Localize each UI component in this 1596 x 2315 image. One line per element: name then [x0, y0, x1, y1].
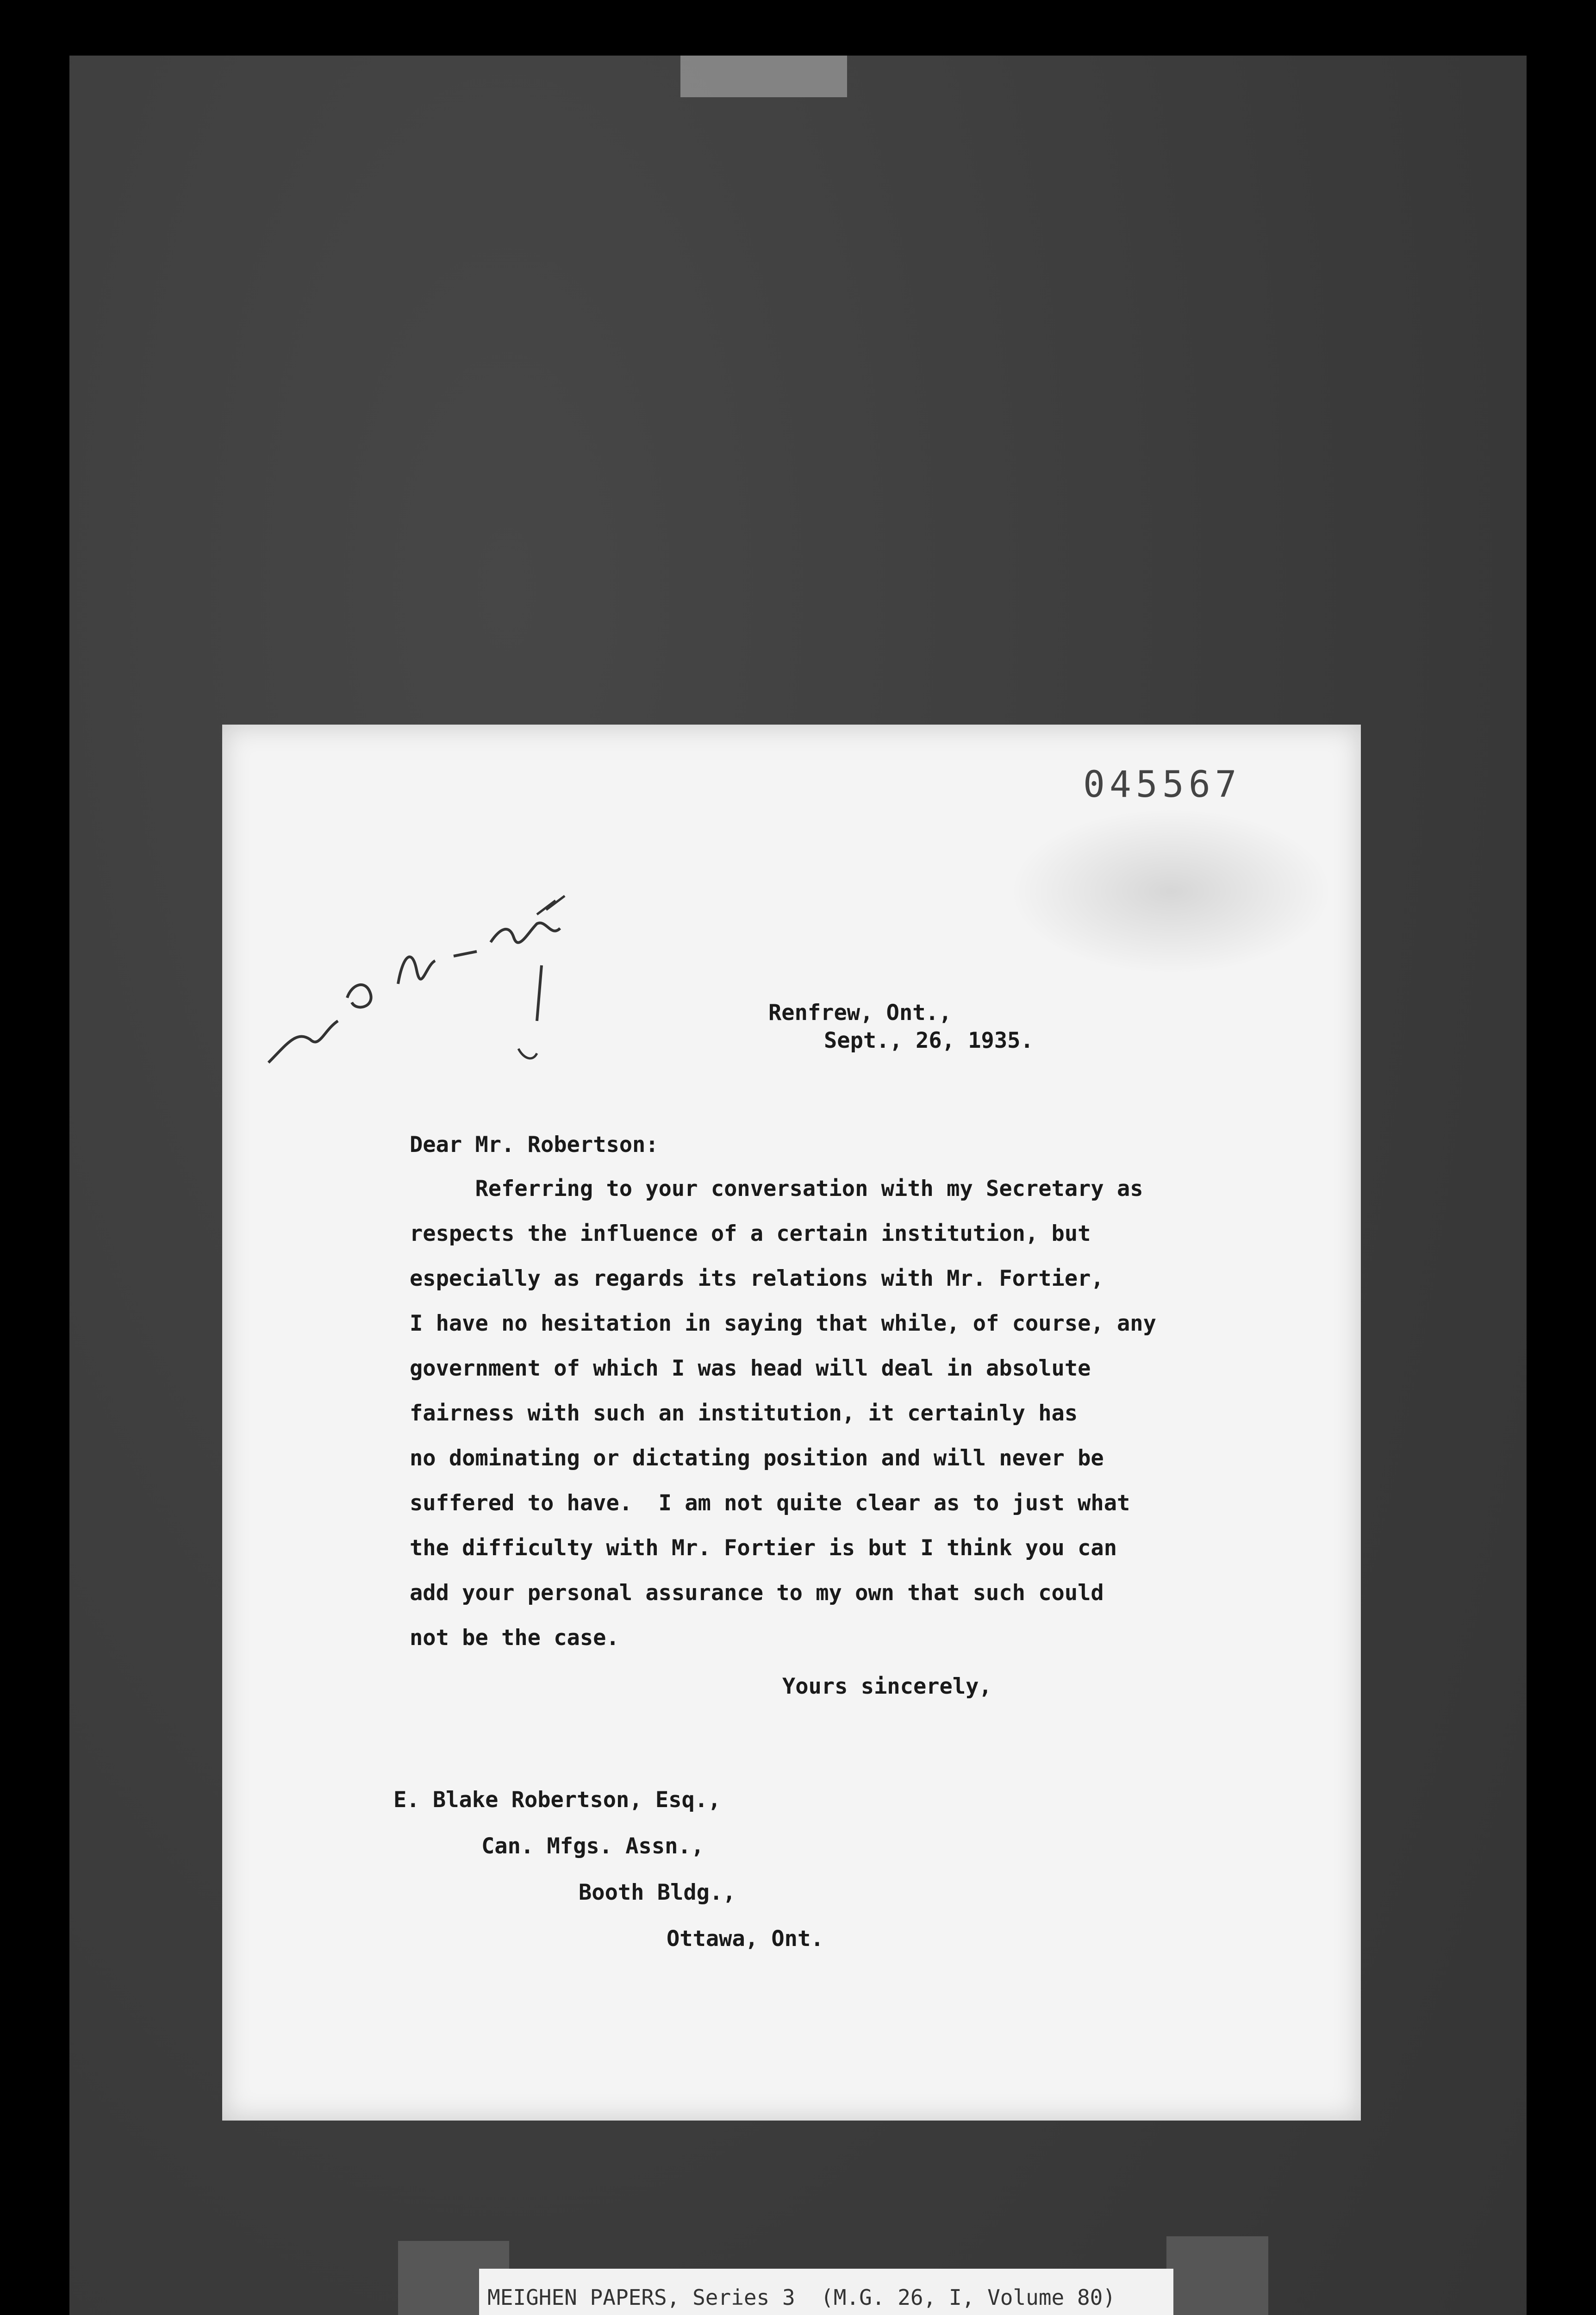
page-smudge [1009, 808, 1333, 975]
body-line: no dominating or dictating position and will never be [410, 1445, 1104, 1471]
body-line: fairness with such an institution, it certainly has [410, 1401, 1078, 1426]
body-line: the difficulty with Mr. Fortier is but I think you can [410, 1535, 1117, 1561]
film-edge-marker [680, 56, 847, 97]
body-line: I have no hesitation in saying that while, of course, any [410, 1311, 1156, 1336]
body-line: not be the case. [410, 1625, 619, 1651]
body-line: government of which I was head will deal in absolute [410, 1356, 1091, 1381]
letter-date: Sept., 26, 1935. [824, 1028, 1034, 1053]
handwritten-annotation [259, 845, 592, 1076]
address-line: E. Blake Robertson, Esq., [393, 1787, 721, 1813]
letter-closing: Yours sincerely, [782, 1674, 992, 1699]
body-line: suffered to have. I am not quite clear as to just what [410, 1490, 1130, 1516]
address-line: Can. Mfgs. Assn., [481, 1833, 704, 1859]
body-line: add your personal assurance to my own that such could [410, 1580, 1104, 1606]
address-line: Ottawa, Ont. [667, 1926, 824, 1952]
letter-salutation: Dear Mr. Robertson: [410, 1132, 659, 1158]
body-line: especially as regards its relations with Mr. Fortier, [410, 1266, 1104, 1291]
document-number: 045567 [1083, 764, 1241, 806]
body-line: respects the influence of a certain institution, but [410, 1221, 1091, 1246]
collection-label-text: MEIGHEN PAPERS, Series 3 (M.G. 26, I, Volume 80) [487, 2285, 1116, 2310]
collection-label [479, 2269, 1173, 2315]
letter-place: Renfrew, Ont., [768, 1000, 952, 1026]
body-line: Referring to your conversation with my Secretary as [410, 1176, 1143, 1201]
address-line: Booth Bldg., [579, 1880, 736, 1905]
letter-page [222, 725, 1361, 2121]
tape-right [1166, 2236, 1268, 2315]
